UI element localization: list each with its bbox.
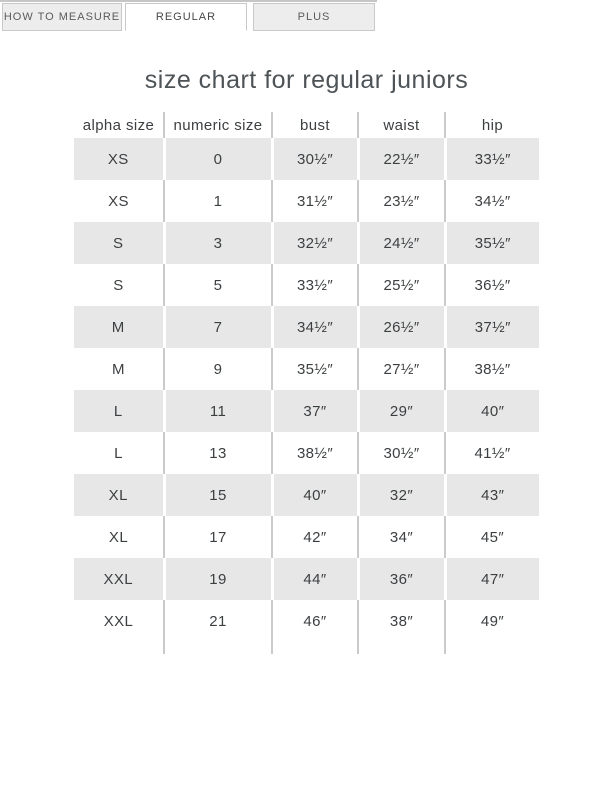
table-cell: 27½″ [358,348,445,390]
tab-plus[interactable]: PLUS [253,3,375,31]
table-row [74,390,539,432]
table-cell: 37½″ [445,306,539,348]
table-cell: 33½″ [272,264,358,306]
table-cell: S [74,264,164,306]
table-cell: 5 [164,264,272,306]
table-cell: XS [74,138,164,180]
table-cell: 41½″ [445,432,539,474]
table-cell: XS [74,180,164,222]
table-cell: 23½″ [358,180,445,222]
table-cell: 3 [164,222,272,264]
table-cell: M [74,348,164,390]
table-cell: 30½″ [272,138,358,180]
table-cell: L [74,432,164,474]
table-cell: 35½″ [445,222,539,264]
table-row [74,138,539,180]
table-row [74,558,539,600]
table-cell: 35½″ [272,348,358,390]
table-cell: 13 [164,432,272,474]
table-cell: 17 [164,516,272,558]
column-header-alpha-size: alpha size [74,112,164,138]
table-cell: 34½″ [445,180,539,222]
size-chart-table [74,112,539,654]
table-cell: 24½″ [358,222,445,264]
table-cell: 31½″ [272,180,358,222]
table-cell: 7 [164,306,272,348]
table-row [74,264,539,306]
table-cell: 38″ [358,600,445,642]
table-row [74,222,539,264]
table-cell: 46″ [272,600,358,642]
table-cell: 21 [164,600,272,642]
table-cell: 38½″ [272,432,358,474]
table-footer [74,642,539,654]
table-row [74,432,539,474]
size-table-body [74,138,539,642]
table-cell: M [74,306,164,348]
table-cell: 33½″ [445,138,539,180]
table-cell: 9 [164,348,272,390]
page-title: size chart for regular juniors [144,66,469,94]
table-cell: 38½″ [445,348,539,390]
table-cell: 19 [164,558,272,600]
table-cell: S [74,222,164,264]
table-header-row [74,112,539,138]
table-cell: 15 [164,474,272,516]
table-cell: L [74,390,164,432]
table-cell: 32½″ [272,222,358,264]
table-cell: 30½″ [358,432,445,474]
size-chart-table-container [74,112,539,654]
tab-regular[interactable]: REGULAR [125,3,247,31]
table-cell: 26½″ [358,306,445,348]
column-header-waist: waist [358,112,445,138]
tab-bar [2,3,375,31]
table-row [74,474,539,516]
table-cell: 49″ [445,600,539,642]
table-cell: 29″ [358,390,445,432]
table-row [74,600,539,642]
table-cell: 25½″ [358,264,445,306]
table-cell: 0 [164,138,272,180]
table-cell: XXL [74,600,164,642]
table-cell: 11 [164,390,272,432]
table-cell: 36½″ [445,264,539,306]
column-header-bust: bust [272,112,358,138]
table-row [74,180,539,222]
table-row [74,306,539,348]
table-cell: 44″ [272,558,358,600]
table-cell: 36″ [358,558,445,600]
tabs-top-divider [0,0,377,2]
table-cell: XXL [74,558,164,600]
tab-how-to-measure[interactable]: HOW TO MEASURE [2,3,122,31]
table-cell: 1 [164,180,272,222]
table-cell: 43″ [445,474,539,516]
table-cell: 45″ [445,516,539,558]
table-cell: 34″ [358,516,445,558]
column-header-hip: hip [445,112,539,138]
table-cell: 40″ [272,474,358,516]
table-cell: 42″ [272,516,358,558]
table-header [74,112,539,138]
table-cell: XL [74,516,164,558]
table-bottom-spacer-row [74,642,539,654]
table-cell: 34½″ [272,306,358,348]
table-cell: 22½″ [358,138,445,180]
table-cell: 37″ [272,390,358,432]
table-cell: 40″ [445,390,539,432]
table-cell: 32″ [358,474,445,516]
table-cell: XL [74,474,164,516]
column-header-numeric-size: numeric size [164,112,272,138]
table-row [74,516,539,558]
table-cell: 47″ [445,558,539,600]
table-row [74,348,539,390]
